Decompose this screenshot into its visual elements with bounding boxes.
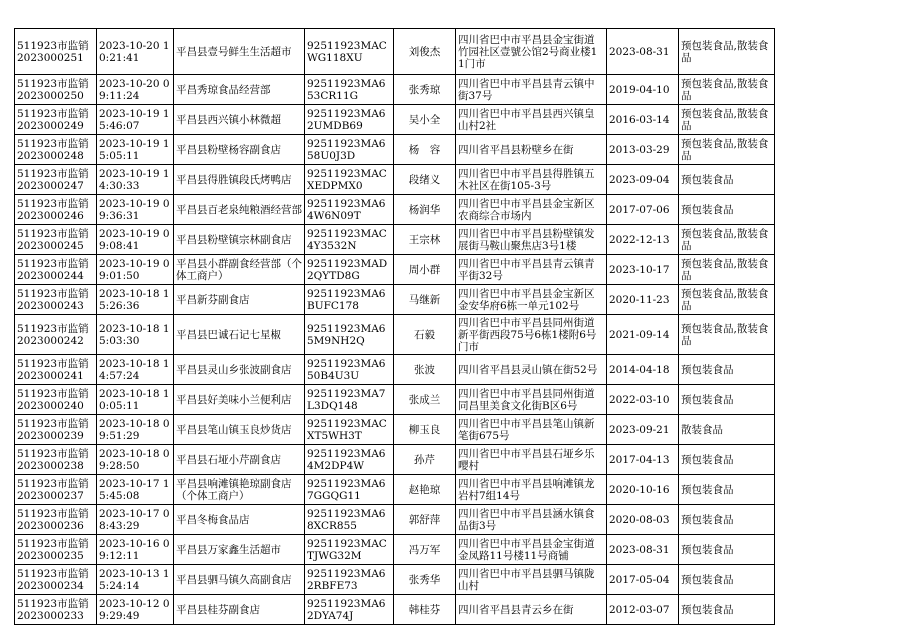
permit-number-cell: 511923市监销2023000244	[15, 255, 97, 285]
registration-date-cell: 2017-05-04	[607, 565, 679, 595]
table-row	[15, 29, 775, 75]
issue-time-cell: 2023-10-18 15:03:30	[97, 315, 174, 355]
table-row	[15, 415, 775, 445]
table-row	[15, 535, 775, 565]
address-cell: 四川省巴中市平昌县同州街道新平街西段75号6栋1楼附6号门市	[456, 315, 607, 355]
owner-name-cell: 吴小全	[394, 105, 456, 135]
credit-code-cell: 92511923MACXT5WH3T	[305, 415, 394, 445]
food-category-cell: 预包装食品	[679, 355, 775, 385]
credit-code-cell: 92511923MA62UMDB69	[305, 105, 394, 135]
issue-time-cell: 2023-10-18 10:05:11	[97, 385, 174, 415]
address-cell: 四川省平昌县青云乡在街	[456, 595, 607, 625]
permit-number-cell: 511923市监销2023000236	[15, 505, 97, 535]
registration-date-cell: 2020-08-03	[607, 505, 679, 535]
registration-date-cell: 2017-04-13	[607, 445, 679, 475]
address-cell: 四川省巴中市平昌县笔山镇新笔街675号	[456, 415, 607, 445]
issue-time-cell: 2023-10-17 15:45:08	[97, 475, 174, 505]
registration-date-cell: 2022-12-13	[607, 225, 679, 255]
owner-name-cell: 王宗林	[394, 225, 456, 255]
owner-name-cell: 张成兰	[394, 385, 456, 415]
registration-date-cell: 2020-11-23	[607, 285, 679, 315]
credit-code-cell: 92511923MAD2QYTD8G	[305, 255, 394, 285]
credit-code-cell: 92511923MA650B4U3U	[305, 355, 394, 385]
shop-name-cell: 平昌县壹号鲜生生活超市	[174, 29, 305, 75]
address-cell: 四川省巴中市平昌县涵水镇食品街3号	[456, 505, 607, 535]
shop-name-cell: 平昌县笔山镇玉良炒货店	[174, 415, 305, 445]
permit-number-cell: 511923市监销2023000237	[15, 475, 97, 505]
table-row	[15, 505, 775, 535]
permit-number-cell: 511923市监销2023000233	[15, 595, 97, 625]
food-category-cell: 预包装食品	[679, 445, 775, 475]
shop-name-cell: 平昌新芬副食店	[174, 285, 305, 315]
registration-date-cell: 2023-10-17	[607, 255, 679, 285]
address-cell: 四川省巴中市平昌县响滩镇龙岩村7组14号	[456, 475, 607, 505]
registration-date-cell: 2023-08-31	[607, 535, 679, 565]
permit-table	[14, 28, 775, 625]
credit-code-cell: 92511923MA68XCR855	[305, 505, 394, 535]
shop-name-cell: 平昌县驷马镇久高副食店	[174, 565, 305, 595]
shop-name-cell: 平昌县好美味小兰便利店	[174, 385, 305, 415]
issue-time-cell: 2023-10-19 14:30:33	[97, 165, 174, 195]
credit-code-cell: 92511923MA65M9NH2Q	[305, 315, 394, 355]
credit-code-cell: 92511923MA62DYA74J	[305, 595, 394, 625]
address-cell: 四川省巴中市平昌县西兴镇皇山村2社	[456, 105, 607, 135]
table-row	[15, 445, 775, 475]
shop-name-cell: 平昌县粉壁镇宗林副食店	[174, 225, 305, 255]
food-category-cell: 预包装食品	[679, 535, 775, 565]
address-cell: 四川省巴中市平昌县石垭乡乐嘤村	[456, 445, 607, 475]
owner-name-cell: 柳玉良	[394, 415, 456, 445]
permit-table-body	[15, 29, 775, 625]
table-row	[15, 595, 775, 625]
registration-date-cell: 2020-10-16	[607, 475, 679, 505]
owner-name-cell: 杨 容	[394, 135, 456, 165]
credit-code-cell: 92511923MA64M2DP4W	[305, 445, 394, 475]
issue-time-cell: 2023-10-18 15:26:36	[97, 285, 174, 315]
owner-name-cell: 杨润华	[394, 195, 456, 225]
issue-time-cell: 2023-10-18 14:57:24	[97, 355, 174, 385]
owner-name-cell: 石毅	[394, 315, 456, 355]
address-cell: 四川省平昌县灵山镇在街52号	[456, 355, 607, 385]
food-category-cell: 预包装食品,散装食品	[679, 285, 775, 315]
permit-number-cell: 511923市监销2023000234	[15, 565, 97, 595]
address-cell: 四川省巴中市平昌县金宝新区金安华府6栋一单元102号	[456, 285, 607, 315]
table-row	[15, 165, 775, 195]
address-cell: 四川省巴中市平昌县驷马镇陇山村	[456, 565, 607, 595]
registration-date-cell: 2023-09-04	[607, 165, 679, 195]
credit-code-cell: 92511923MA62RBFE73	[305, 565, 394, 595]
credit-code-cell: 92511923MA653CR11G	[305, 75, 394, 105]
owner-name-cell: 孙芹	[394, 445, 456, 475]
shop-name-cell: 平昌县响滩镇艳琼副食店（个体工商户）	[174, 475, 305, 505]
address-cell: 四川省平昌县粉壁乡在街	[456, 135, 607, 165]
permit-number-cell: 511923市监销2023000246	[15, 195, 97, 225]
table-row	[15, 225, 775, 255]
table-row	[15, 385, 775, 415]
credit-code-cell: 92511923MA7L3DQ148	[305, 385, 394, 415]
issue-time-cell: 2023-10-18 09:28:50	[97, 445, 174, 475]
table-row	[15, 355, 775, 385]
owner-name-cell: 段绪义	[394, 165, 456, 195]
table-row	[15, 475, 775, 505]
permit-number-cell: 511923市监销2023000245	[15, 225, 97, 255]
shop-name-cell: 平昌县得胜镇段氏烤鸭店	[174, 165, 305, 195]
food-category-cell: 预包装食品	[679, 505, 775, 535]
issue-time-cell: 2023-10-19 09:08:41	[97, 225, 174, 255]
issue-time-cell: 2023-10-12 09:29:49	[97, 595, 174, 625]
shop-name-cell: 平昌县西兴镇小林微超	[174, 105, 305, 135]
table-row	[15, 255, 775, 285]
permit-number-cell: 511923市监销2023000243	[15, 285, 97, 315]
address-cell: 四川省巴中市平昌县粉壁镇发展街马鞍山聚焦店3号1楼	[456, 225, 607, 255]
permit-number-cell: 511923市监销2023000251	[15, 29, 97, 75]
food-category-cell: 预包装食品	[679, 595, 775, 625]
permit-number-cell: 511923市监销2023000235	[15, 535, 97, 565]
food-category-cell: 预包装食品,散装食品	[679, 135, 775, 165]
address-cell: 四川省巴中市平昌县青云镇青平街32号	[456, 255, 607, 285]
owner-name-cell: 韩桂芬	[394, 595, 456, 625]
permit-number-cell: 511923市监销2023000250	[15, 75, 97, 105]
table-row	[15, 105, 775, 135]
registration-date-cell: 2023-08-31	[607, 29, 679, 75]
table-row	[15, 565, 775, 595]
credit-code-cell: 92511923MA64W6N09T	[305, 195, 394, 225]
shop-name-cell: 平昌县百老泉纯粮酒经营部	[174, 195, 305, 225]
owner-name-cell: 马继新	[394, 285, 456, 315]
permit-number-cell: 511923市监销2023000240	[15, 385, 97, 415]
credit-code-cell: 92511923MACWG118XU	[305, 29, 394, 75]
issue-time-cell: 2023-10-19 15:46:07	[97, 105, 174, 135]
owner-name-cell: 冯万军	[394, 535, 456, 565]
issue-time-cell: 2023-10-19 09:01:50	[97, 255, 174, 285]
registration-date-cell: 2021-09-14	[607, 315, 679, 355]
registration-date-cell: 2022-03-10	[607, 385, 679, 415]
permit-number-cell: 511923市监销2023000248	[15, 135, 97, 165]
food-category-cell: 预包装食品,散装食品	[679, 75, 775, 105]
address-cell: 四川省巴中市平昌县金宝新区农商综合市场内	[456, 195, 607, 225]
registration-date-cell: 2016-03-14	[607, 105, 679, 135]
permit-number-cell: 511923市监销2023000241	[15, 355, 97, 385]
table-row	[15, 135, 775, 165]
shop-name-cell: 平昌县粉壁杨容副食店	[174, 135, 305, 165]
permit-number-cell: 511923市监销2023000239	[15, 415, 97, 445]
food-category-cell: 预包装食品,散装食品	[679, 315, 775, 355]
registration-date-cell: 2013-03-29	[607, 135, 679, 165]
shop-name-cell: 平昌冬梅食品店	[174, 505, 305, 535]
address-cell: 四川省巴中市平昌县金宝街道竹园社区壹號公馆2号商业楼11门市	[456, 29, 607, 75]
permit-number-cell: 511923市监销2023000242	[15, 315, 97, 355]
shop-name-cell: 平昌县巴诚石记七星椒	[174, 315, 305, 355]
shop-name-cell: 平昌县桂芬副食店	[174, 595, 305, 625]
owner-name-cell: 周小群	[394, 255, 456, 285]
food-category-cell: 散装食品	[679, 415, 775, 445]
owner-name-cell: 赵艳琼	[394, 475, 456, 505]
food-category-cell: 预包装食品,散装食品	[679, 29, 775, 75]
table-row	[15, 285, 775, 315]
food-category-cell: 预包装食品,散装食品	[679, 225, 775, 255]
permit-number-cell: 511923市监销2023000247	[15, 165, 97, 195]
permit-number-cell: 511923市监销2023000238	[15, 445, 97, 475]
credit-code-cell: 92511923MACXEDPMX0	[305, 165, 394, 195]
issue-time-cell: 2023-10-20 10:21:41	[97, 29, 174, 75]
food-category-cell: 预包装食品	[679, 565, 775, 595]
owner-name-cell: 刘俊杰	[394, 29, 456, 75]
owner-name-cell: 张秀琼	[394, 75, 456, 105]
registration-date-cell: 2023-09-21	[607, 415, 679, 445]
registration-date-cell: 2012-03-07	[607, 595, 679, 625]
food-category-cell: 预包装食品	[679, 475, 775, 505]
registration-date-cell: 2019-04-10	[607, 75, 679, 105]
owner-name-cell: 张秀华	[394, 565, 456, 595]
issue-time-cell: 2023-10-18 09:51:29	[97, 415, 174, 445]
registration-date-cell: 2017-07-06	[607, 195, 679, 225]
credit-code-cell: 92511923MA67GGQG11	[305, 475, 394, 505]
registration-date-cell: 2014-04-18	[607, 355, 679, 385]
shop-name-cell: 平昌县灵山乡张波副食店	[174, 355, 305, 385]
food-category-cell: 预包装食品,散装食品	[679, 105, 775, 135]
address-cell: 四川省巴中市平昌县青云镇中街37号	[456, 75, 607, 105]
table-row	[15, 75, 775, 105]
owner-name-cell: 张波	[394, 355, 456, 385]
credit-code-cell: 92511923MAC4Y3532N	[305, 225, 394, 255]
shop-name-cell: 平昌县小群副食经营部（个体工商户）	[174, 255, 305, 285]
shop-name-cell: 平昌县万家鑫生活超市	[174, 535, 305, 565]
shop-name-cell: 平昌县石垭小芹副食店	[174, 445, 305, 475]
table-row	[15, 195, 775, 225]
owner-name-cell: 郭舒萍	[394, 505, 456, 535]
issue-time-cell: 2023-10-19 09:36:31	[97, 195, 174, 225]
issue-time-cell: 2023-10-13 15:24:14	[97, 565, 174, 595]
food-category-cell: 预包装食品	[679, 195, 775, 225]
issue-time-cell: 2023-10-16 09:12:11	[97, 535, 174, 565]
food-category-cell: 预包装食品,散装食品	[679, 255, 775, 285]
food-category-cell: 预包装食品	[679, 385, 775, 415]
address-cell: 四川省巴中市平昌县金宝街道金凤路11号楼11号商铺	[456, 535, 607, 565]
credit-code-cell: 92511923MA658U0J3D	[305, 135, 394, 165]
permit-number-cell: 511923市监销2023000249	[15, 105, 97, 135]
issue-time-cell: 2023-10-19 15:05:11	[97, 135, 174, 165]
address-cell: 四川省巴中市平昌县得胜镇五木社区在街105-3号	[456, 165, 607, 195]
shop-name-cell: 平昌秀琼食品经营部	[174, 75, 305, 105]
credit-code-cell: 92511923MACTJWG32M	[305, 535, 394, 565]
credit-code-cell: 92511923MA6BUFC178	[305, 285, 394, 315]
food-category-cell: 预包装食品	[679, 165, 775, 195]
issue-time-cell: 2023-10-17 08:43:29	[97, 505, 174, 535]
address-cell: 四川省巴中市平昌县同州街道同昌里美食文化街B区6号	[456, 385, 607, 415]
issue-time-cell: 2023-10-20 09:11:24	[97, 75, 174, 105]
table-row	[15, 315, 775, 355]
